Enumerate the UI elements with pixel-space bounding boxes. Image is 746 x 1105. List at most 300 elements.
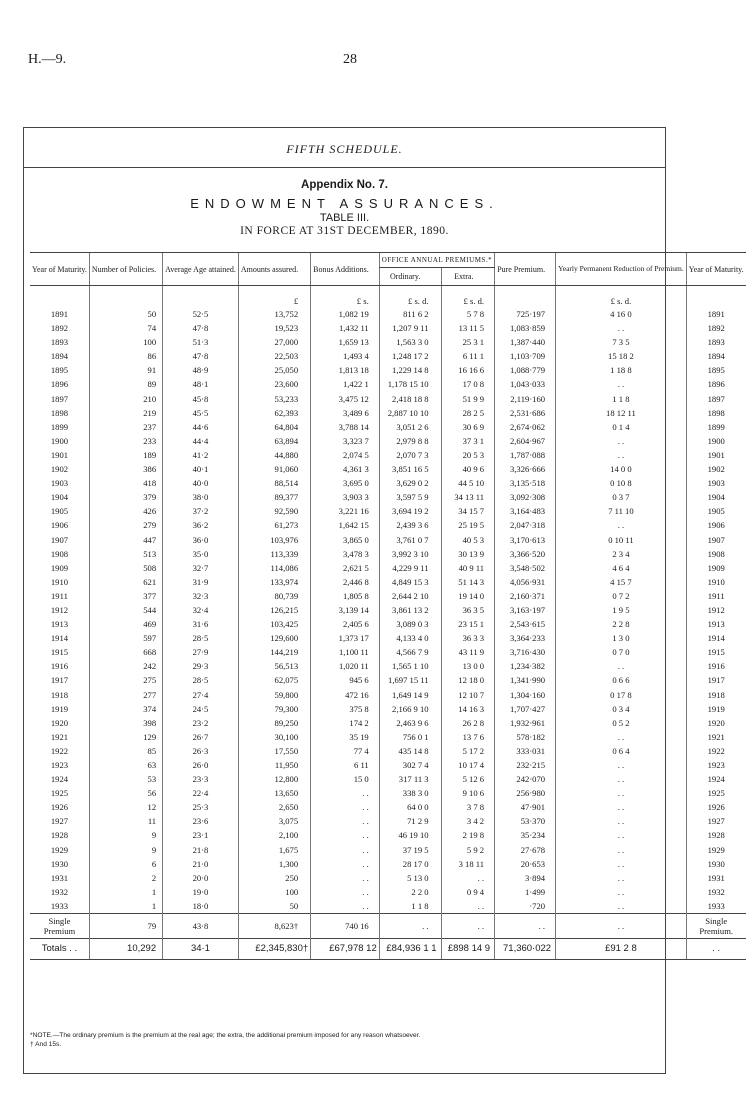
cell-ordinary: 2,418 18 8: [379, 392, 441, 406]
cell-year: 1891: [50, 309, 69, 319]
cell-year-2: 1915: [686, 645, 745, 659]
cell-extra: 9 10 6: [441, 786, 495, 800]
cell-ordinary: 1,697 15 11: [379, 673, 441, 687]
col-bonus: Bonus Additions.: [311, 253, 380, 286]
cell-bonus: 3,323 7: [311, 434, 380, 448]
cell-amount: 88,514: [238, 476, 310, 490]
single-label-2: Single Premium.: [686, 914, 745, 939]
cell-pure: 20·653: [495, 857, 556, 871]
table-row: [30, 533, 746, 547]
cell-age: 28·5: [163, 673, 239, 687]
cell-extra: 5 17 2: [441, 744, 495, 758]
cell-reduction: 1 3 0: [556, 631, 687, 645]
cell-extra: 23 15 1: [441, 617, 495, 631]
cell-year: 1913: [50, 619, 69, 630]
cell-extra: 2 19 8: [441, 828, 495, 842]
table-row: [30, 392, 746, 406]
cell-amount: 30,100: [238, 730, 310, 744]
cell-year-2: 1918: [686, 688, 745, 702]
cell-ordinary: 435 14 8: [379, 744, 441, 758]
cell-extra: 51 9 9: [441, 392, 495, 406]
cell-number: 379: [89, 490, 162, 504]
cell-bonus: 3,475 12: [311, 392, 380, 406]
cell-pure: 1,304·160: [495, 688, 556, 702]
cell-amount: 126,215: [238, 603, 310, 617]
cell-pure: 3,364·233: [495, 631, 556, 645]
cell-extra: 19 14 0: [441, 589, 495, 603]
cell-bonus: 1,805 8: [311, 589, 380, 603]
cell-number: 418: [89, 476, 162, 490]
table-row: [30, 786, 746, 800]
totals-ordinary: £84,936 1 1: [379, 939, 441, 960]
cell-extra: 3 7 8: [441, 800, 495, 814]
cell-year-2: 1891: [686, 307, 745, 321]
cell-pure: 232·215: [495, 758, 556, 772]
cell-bonus: 174 2: [311, 716, 380, 730]
cell-year-2: 1896: [686, 377, 745, 391]
cell-reduction: 18 12 11: [556, 406, 687, 420]
cell-number: 86: [89, 349, 162, 363]
single-reduction: . .: [556, 914, 687, 939]
cell-bonus: 4,361 3: [311, 462, 380, 476]
cell-age: 27·4: [163, 688, 239, 702]
cell-year-2: 1927: [686, 814, 745, 828]
totals-pure: 71,360·022: [495, 939, 556, 960]
totals-age: 34·1: [163, 939, 239, 960]
cell-age: 18·0: [163, 899, 239, 914]
cell-ordinary: 2,166 9 10: [379, 702, 441, 716]
cell-reduction: . .: [556, 448, 687, 462]
cell-amount: 13,650: [238, 786, 310, 800]
cell-amount: 114,086: [238, 561, 310, 575]
cell-age: 48·9: [163, 363, 239, 377]
cell-bonus: 1,432 11: [311, 321, 380, 335]
cell-number: 469: [89, 617, 162, 631]
cell-reduction: 1 9 5: [556, 603, 687, 617]
cell-reduction: 4 15 7: [556, 575, 687, 589]
cell-amount: 23,600: [238, 377, 310, 391]
cell-ordinary: 756 0 1: [379, 730, 441, 744]
cell-pure: 1·499: [495, 885, 556, 899]
cell-age: 40·0: [163, 476, 239, 490]
cell-extra: 28 2 5: [441, 406, 495, 420]
cell-ordinary: 4,849 15 3: [379, 575, 441, 589]
cell-extra: 5 7 8: [441, 307, 495, 321]
cell-amount: 44,880: [238, 448, 310, 462]
cell-bonus: 3,221 16: [311, 504, 380, 518]
cell-year: 1927: [50, 816, 69, 827]
cell-year: 1917: [50, 675, 69, 686]
cell-pure: 578·182: [495, 730, 556, 744]
cell-year: 1914: [50, 633, 69, 644]
totals-number: 10,292: [89, 939, 162, 960]
table-title: ENDOWMENT ASSURANCES.: [190, 196, 499, 211]
cell-ordinary: 2,979 8 8: [379, 434, 441, 448]
table-row: [30, 702, 746, 716]
cell-amount: 27,000: [238, 335, 310, 349]
cell-age: 40·1: [163, 462, 239, 476]
cell-extra: 16 16 6: [441, 363, 495, 377]
table-row: [30, 547, 746, 561]
cell-number: 100: [89, 335, 162, 349]
cell-pure: 3,326·666: [495, 462, 556, 476]
cell-year: 1928: [50, 830, 69, 841]
cell-amount: 53,233: [238, 392, 310, 406]
cell-age: 23·6: [163, 814, 239, 828]
report-code: H.—9.: [28, 52, 67, 67]
cell-extra: 34 13 11: [441, 490, 495, 504]
cell-amount: 91,060: [238, 462, 310, 476]
cell-ordinary: 2,070 7 3: [379, 448, 441, 462]
cell-reduction: . .: [556, 871, 687, 885]
table-row: [30, 673, 746, 687]
cell-ordinary: 5 13 0: [379, 871, 441, 885]
cell-pure: 1,088·779: [495, 363, 556, 377]
cell-extra: 12 10 7: [441, 688, 495, 702]
single-amount: 8,623†: [238, 914, 310, 939]
cell-year-2: 1925: [686, 786, 745, 800]
cell-number: 9: [89, 843, 162, 857]
cell-age: 31·6: [163, 617, 239, 631]
cell-ordinary: 1 1 8: [379, 899, 441, 914]
cell-age: 26·3: [163, 744, 239, 758]
appendix-heading: Appendix No. 7.: [301, 179, 388, 191]
cell-amount: 92,590: [238, 504, 310, 518]
cell-extra: 3 18 11: [441, 857, 495, 871]
totals-amount: £2,345,830†: [238, 939, 310, 960]
cell-bonus: 1,020 11: [311, 659, 380, 673]
cell-amount: 62,393: [238, 406, 310, 420]
cell-amount: 100: [238, 885, 310, 899]
cell-reduction: 0 7 0: [556, 645, 687, 659]
cell-reduction: 0 3 4: [556, 702, 687, 716]
cell-number: 277: [89, 688, 162, 702]
single-ordinary: . .: [379, 914, 441, 939]
cell-extra: 13 11 5: [441, 321, 495, 335]
cell-age: 38·0: [163, 490, 239, 504]
cell-year-2: 1900: [686, 434, 745, 448]
cell-pure: 2,160·371: [495, 589, 556, 603]
cell-bonus: . .: [311, 814, 380, 828]
cell-reduction: . .: [556, 885, 687, 899]
cell-bonus: 1,422 1: [311, 377, 380, 391]
cell-age: 28·5: [163, 631, 239, 645]
cell-reduction: 0 5 2: [556, 716, 687, 730]
cell-reduction: . .: [556, 659, 687, 673]
cell-pure: 333·031: [495, 744, 556, 758]
cell-year: 1932: [50, 886, 69, 897]
col-year-2: Year of Maturity.: [686, 253, 745, 286]
cell-age: 19·0: [163, 885, 239, 899]
cell-bonus: 35 19: [311, 730, 380, 744]
col-age: Average Age attained.: [163, 253, 239, 286]
cell-pure: 3,163·197: [495, 603, 556, 617]
cell-year-2: 1919: [686, 702, 745, 716]
cell-year: 1922: [50, 745, 69, 756]
cell-year: 1901: [50, 449, 69, 460]
cell-amount: 63,894: [238, 434, 310, 448]
cell-ordinary: 64 0 0: [379, 800, 441, 814]
cell-ordinary: 2,439 3 6: [379, 518, 441, 532]
cell-extra: 26 2 8: [441, 716, 495, 730]
cell-number: 6: [89, 857, 162, 871]
cell-number: 91: [89, 363, 162, 377]
cell-number: 9: [89, 828, 162, 842]
table-row: [30, 899, 746, 914]
cell-number: 74: [89, 321, 162, 335]
cell-ordinary: 3,629 0 2: [379, 476, 441, 490]
table-row: [30, 406, 746, 420]
cell-year: 1897: [50, 393, 69, 404]
table-row: [30, 321, 746, 335]
cell-bonus: 3,695 0: [311, 476, 380, 490]
cell-amount: 12,800: [238, 772, 310, 786]
cell-reduction: . .: [556, 434, 687, 448]
cell-bonus: . .: [311, 857, 380, 871]
cell-year-2: 1911: [686, 589, 745, 603]
cell-ordinary: 3,851 16 5: [379, 462, 441, 476]
cell-bonus: . .: [311, 843, 380, 857]
cell-ordinary: 1,229 14 8: [379, 363, 441, 377]
cell-reduction: . .: [556, 377, 687, 391]
cell-pure: 3,092·308: [495, 490, 556, 504]
cell-age: 21·8: [163, 843, 239, 857]
cell-amount: 61,273: [238, 518, 310, 532]
cell-amount: 2,100: [238, 828, 310, 842]
cell-age: 51·3: [163, 335, 239, 349]
cell-number: 386: [89, 462, 162, 476]
cell-pure: ·720: [495, 899, 556, 914]
cell-number: 668: [89, 645, 162, 659]
cell-ordinary: 1,565 1 10: [379, 659, 441, 673]
cell-pure: 1,234·382: [495, 659, 556, 673]
cell-pure: 1,341·990: [495, 673, 556, 687]
cell-number: 374: [89, 702, 162, 716]
cell-pure: 1,043·033: [495, 377, 556, 391]
cell-number: 219: [89, 406, 162, 420]
cell-year: 1916: [50, 661, 69, 672]
cell-amount: 59,800: [238, 688, 310, 702]
single-label: Single Premium: [30, 914, 89, 939]
cell-ordinary: 4,229 9 11: [379, 561, 441, 575]
cell-age: 27·9: [163, 645, 239, 659]
cell-reduction: 0 6 6: [556, 673, 687, 687]
unit-reduction: £ s. d.: [556, 286, 687, 308]
cell-bonus: . .: [311, 899, 380, 914]
cell-year: 1903: [50, 478, 69, 489]
cell-pure: 2,604·967: [495, 434, 556, 448]
cell-number: 398: [89, 716, 162, 730]
cell-pure: 47·901: [495, 800, 556, 814]
col-office-premiums: OFFICE ANNUAL PREMIUMS.*: [379, 253, 494, 268]
cell-number: 189: [89, 448, 162, 462]
cell-extra: 14 16 3: [441, 702, 495, 716]
cell-number: 129: [89, 730, 162, 744]
cell-amount: 80,739: [238, 589, 310, 603]
single-number: 79: [89, 914, 162, 939]
col-reduction: Yearly Permanent Reduction of Premium.: [556, 253, 687, 286]
cell-ordinary: 3,992 3 10: [379, 547, 441, 561]
cell-bonus: 472 16: [311, 688, 380, 702]
cell-year: 1923: [50, 760, 69, 770]
cell-year: 1919: [50, 703, 69, 714]
cell-pure: 3,716·430: [495, 645, 556, 659]
cell-year: 1899: [50, 421, 69, 432]
cell-amount: 1,300: [238, 857, 310, 871]
cell-ordinary: 1,248 17 2: [379, 349, 441, 363]
table-body: [30, 286, 746, 914]
cell-year: 1921: [50, 731, 69, 742]
totals-bonus: £67,978 12: [311, 939, 380, 960]
cell-pure: 3,366·520: [495, 547, 556, 561]
cell-extra: 0 9 4: [441, 885, 495, 899]
cell-age: 47·8: [163, 321, 239, 335]
table-row: [30, 462, 746, 476]
cell-pure: 2,531·686: [495, 406, 556, 420]
cell-year-2: 1933: [686, 899, 745, 914]
cell-pure: 2,674·062: [495, 420, 556, 434]
footnotes: [30, 1031, 659, 1049]
cell-year-2: 1917: [686, 673, 745, 687]
table-row: [30, 504, 746, 518]
cell-bonus: 2,405 6: [311, 617, 380, 631]
cell-age: 36·0: [163, 533, 239, 547]
cell-age: 32·4: [163, 603, 239, 617]
cell-extra: 3 4 2: [441, 814, 495, 828]
cell-bonus: 1,493 4: [311, 349, 380, 363]
cell-reduction: 2 2 8: [556, 617, 687, 631]
cell-year-2: 1909: [686, 561, 745, 575]
cell-number: 85: [89, 744, 162, 758]
table-row: [30, 561, 746, 575]
table-row: [30, 772, 746, 786]
table-row: [30, 335, 746, 349]
cell-year-2: 1895: [686, 363, 745, 377]
cell-age: 23·3: [163, 772, 239, 786]
table-row: [30, 589, 746, 603]
cell-number: 11: [89, 814, 162, 828]
cell-amount: 89,377: [238, 490, 310, 504]
footnote-shillings: † And 15s.: [30, 1041, 62, 1048]
cell-number: 233: [89, 434, 162, 448]
cell-pure: 3·894: [495, 871, 556, 885]
units-row: [30, 286, 746, 308]
cell-amount: 129,600: [238, 631, 310, 645]
col-year: Year of Maturity.: [30, 253, 89, 286]
cell-ordinary: 302 7 4: [379, 758, 441, 772]
cell-reduction: . .: [556, 857, 687, 871]
table-row: [30, 758, 746, 772]
cell-age: 47·8: [163, 349, 239, 363]
cell-extra: 36 3 3: [441, 631, 495, 645]
cell-bonus: 6 11: [311, 758, 380, 772]
cell-ordinary: 3,761 0 7: [379, 533, 441, 547]
cell-extra: 10 17 4: [441, 758, 495, 772]
cell-year-2: 1924: [686, 772, 745, 786]
cell-extra: 40 9 6: [441, 462, 495, 476]
cell-year: 1925: [50, 788, 69, 799]
cell-pure: 1,707·427: [495, 702, 556, 716]
cell-ordinary: 37 19 5: [379, 843, 441, 857]
cell-year-2: 1907: [686, 533, 745, 547]
cell-year: 1926: [50, 802, 69, 813]
cell-ordinary: 1,178 15 10: [379, 377, 441, 391]
table-row: [30, 490, 746, 504]
cell-ordinary: 2,887 10 10: [379, 406, 441, 420]
cell-ordinary: 1,563 3 0: [379, 335, 441, 349]
table-row: [30, 434, 746, 448]
cell-extra: 43 11 9: [441, 645, 495, 659]
cell-number: 12: [89, 800, 162, 814]
cell-ordinary: 3,694 19 2: [379, 504, 441, 518]
unit-extra: £ s. d.: [441, 286, 495, 308]
single-bonus: 740 16: [311, 914, 380, 939]
cell-year-2: 1903: [686, 476, 745, 490]
cell-bonus: 1,373 17: [311, 631, 380, 645]
cell-age: 32·7: [163, 561, 239, 575]
page-header: [28, 52, 672, 72]
cell-number: 89: [89, 377, 162, 391]
totals-year: . .: [686, 939, 745, 960]
cell-reduction: . .: [556, 518, 687, 532]
cell-age: 35·0: [163, 547, 239, 561]
table-row: [30, 377, 746, 391]
cell-ordinary: 811 6 2: [379, 307, 441, 321]
cell-year: 1900: [50, 435, 69, 446]
cell-reduction: 1 1 8: [556, 392, 687, 406]
col-number: Number of Policies.: [89, 253, 162, 286]
cell-year-2: 1910: [686, 575, 745, 589]
cell-bonus: 3,489 6: [311, 406, 380, 420]
cell-year-2: 1897: [686, 392, 745, 406]
cell-amount: 50: [238, 899, 310, 914]
cell-bonus: . .: [311, 786, 380, 800]
cell-number: 279: [89, 518, 162, 532]
cell-reduction: 7 11 10: [556, 504, 687, 518]
cell-bonus: 1,659 13: [311, 335, 380, 349]
cell-year: 1933: [50, 900, 69, 911]
cell-reduction: 0 10 11: [556, 533, 687, 547]
cell-number: 2: [89, 871, 162, 885]
cell-pure: 3,548·502: [495, 561, 556, 575]
cell-amount: 103,976: [238, 533, 310, 547]
cell-extra: 20 5 3: [441, 448, 495, 462]
cell-extra: 30 6 9: [441, 420, 495, 434]
cell-extra: 5 9 2: [441, 843, 495, 857]
cell-age: 45·5: [163, 406, 239, 420]
table-row: [30, 363, 746, 377]
cell-bonus: 2,621 5: [311, 561, 380, 575]
in-force-date: IN FORCE AT 31ST DECEMBER, 1890.: [240, 225, 449, 237]
cell-age: 23·1: [163, 828, 239, 842]
cell-number: 275: [89, 673, 162, 687]
cell-reduction: 15 18 2: [556, 349, 687, 363]
cell-pure: 725·197: [495, 307, 556, 321]
table-row: [30, 645, 746, 659]
cell-reduction: . .: [556, 828, 687, 842]
table-row: [30, 716, 746, 730]
cell-number: 508: [89, 561, 162, 575]
cell-age: 52·5: [163, 307, 239, 321]
col-pure: Pure Premium.: [495, 253, 556, 286]
cell-bonus: 1,813 18: [311, 363, 380, 377]
cell-year-2: 1906: [686, 518, 745, 532]
cell-pure: 3,170·613: [495, 533, 556, 547]
cell-bonus: 3,865 0: [311, 533, 380, 547]
cell-amount: 103,425: [238, 617, 310, 631]
table-row: [30, 349, 746, 363]
cell-number: 53: [89, 772, 162, 786]
